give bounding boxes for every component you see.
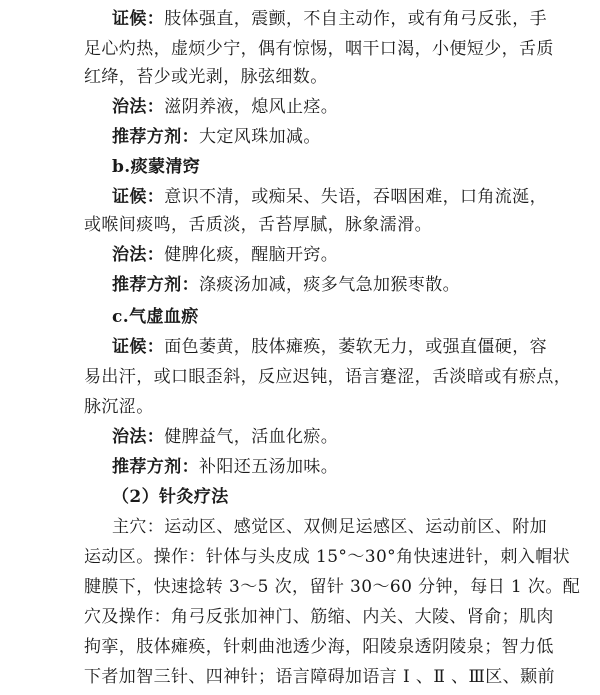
c-prescription: 推荐方剂：补阳还五汤加味。 [112,457,339,477]
acupuncture-line-4: 穴及操作：角弓反张加神门、筋缩、内关、大陵、肾俞；肌肉 [84,607,554,627]
c-symptoms-line-3: 脉沉涩。 [84,397,154,417]
b-treatment-label: 治法： [112,245,165,265]
c-treatment: 治法：健脾益气，活血化瘀。 [112,427,339,447]
acupuncture-line-5: 拘挛，肢体瘫痪，针刺曲池透少海，阳陵泉透阴陵泉；智力低 [84,637,554,657]
c-heading: c.气虚血瘀 [112,307,199,327]
a-prescription: 推荐方剂：大定风珠加减。 [112,127,321,147]
acupuncture-heading: （2）针灸疗法 [112,487,229,507]
a-treatment: 治法：滋阴养液，熄风止痉。 [112,97,339,117]
c-prescription-label: 推荐方剂： [112,457,199,477]
b-symptoms-label: 证候： [112,187,165,207]
acupuncture-line-1: 主穴：运动区、感觉区、双侧足运感区、运动前区、附加 [112,517,547,537]
b-prescription: 推荐方剂：涤痰汤加减，痰多气急加猴枣散。 [112,275,460,295]
a-symptoms-label: 证候： [112,9,165,29]
a-symptoms-line-1: 证候：肢体强直，震颤，不自主动作，或有角弓反张，手 [112,9,548,29]
b-heading: b.痰蒙清窍 [112,157,201,177]
a-symptoms-line-3: 红绛，苔少或光剥，脉弦细数。 [84,67,328,87]
c-treatment-label: 治法： [112,427,165,447]
c-symptoms-label: 证候： [112,337,165,357]
acupuncture-line-2: 运动区。操作：针体与头皮成 15°～30°角快速进针，刺入帽状 [84,547,571,567]
c-symptoms-line-2: 易出汗，或口眼歪斜，反应迟钝，语言蹇涩，舌淡暗或有瘀点， [84,367,572,387]
a-symptoms-line-2: 足心灼热，虚烦少宁，偶有惊惕，咽干口渴，小便短少，舌质 [84,39,554,59]
b-symptoms-line-2: 或喉间痰鸣，舌质淡，舌苔厚腻，脉象濡滑。 [84,215,432,235]
b-prescription-label: 推荐方剂： [112,275,199,295]
acupuncture-line-6: 下者加智三针、四神针；语言障碍加语言 Ⅰ 、Ⅱ 、Ⅲ区、颞前 [84,667,555,687]
a-prescription-label: 推荐方剂： [112,127,199,147]
b-treatment: 治法：健脾化痰，醒脑开窍。 [112,245,339,265]
a-treatment-label: 治法： [112,97,165,117]
acupuncture-line-3: 腱膜下，快速捻转 3～5 次，留针 30～60 分钟，每日 1 次。配 [84,577,581,597]
c-symptoms-line-1: 证候：面色萎黄，肢体瘫痪，萎软无力，或强直僵硬，容 [112,337,548,357]
b-symptoms-line-1: 证候：意识不清，或痴呆、失语，吞咽困难，口角流涎， [112,187,548,207]
